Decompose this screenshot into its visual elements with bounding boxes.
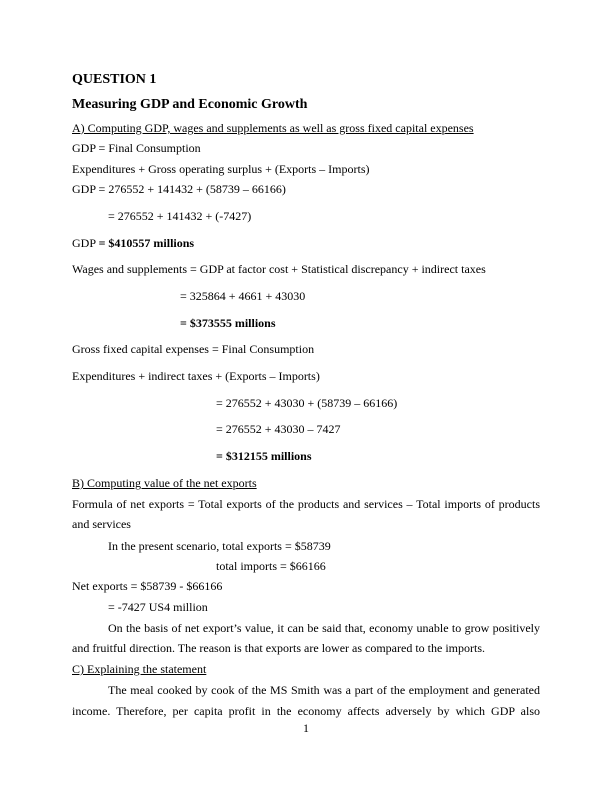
gdp-result [72, 236, 194, 250]
wages-formula: Wages and supplements = GDP at factor cost + Statistical discrepancy + indirect taxes [72, 262, 486, 276]
gdp-value: = $410557 millions [98, 236, 195, 250]
part-b-paragraph-line-2: and fruitful direction. The reason is that exports are lower as compared to the imports. [72, 641, 485, 655]
part-b-heading: B) Computing value of the net exports [72, 476, 257, 490]
net-exports-result: = -7427 US4 million [108, 600, 208, 614]
net-exports-calc: Net exports = $58739 - $66166 [72, 579, 223, 593]
part-c-heading: C) Explaining the statement [72, 662, 207, 676]
total-imports-line: total imports = $66166 [216, 559, 326, 573]
section-title: Measuring GDP and Economic Growth [72, 97, 308, 112]
page-number: 1 [303, 721, 309, 735]
wages-result: = $373555 millions [180, 316, 276, 330]
net-exports-formula-line-2: and services [72, 517, 131, 531]
gdp-formula-line-2: Expenditures + Gross operating surplus + (Exports – Imports) [72, 162, 370, 176]
part-a-heading: A) Computing GDP, wages and supplements as well as gross fixed capital expenses [72, 121, 474, 135]
gfce-calc-1: = 276552 + 43030 + (58739 – 66166) [216, 396, 398, 410]
total-exports-line: In the present scenario, total exports = $58739 [108, 539, 331, 553]
gdp-calc-line-2: = 276552 + 141432 + (-7427) [108, 209, 252, 223]
gdp-calc-line-1: GDP = 276552 + 141432 + (58739 – 66166) [72, 182, 286, 196]
gfce-calc-2: = 276552 + 43030 – 7427 [216, 422, 341, 436]
gdp-formula-line-1: GDP = Final Consumption [72, 141, 201, 155]
part-c-paragraph-line-2: income. Therefore, per capita profit in the economy affects adversely by which GDP also [72, 704, 540, 718]
part-c-paragraph-line-1: The meal cooked by cook of the MS Smith was a part of the employment and generated [108, 683, 540, 697]
gfce-result: = $312155 millions [216, 449, 312, 463]
wages-calc: = 325864 + 4661 + 43030 [180, 289, 306, 303]
net-exports-formula-line-1: Formula of net exports = Total exports of the products and services – Total imports of products [72, 497, 540, 511]
gfce-formula-line-1: Gross fixed capital expenses = Final Consumption [72, 342, 315, 356]
gfce-formula-line-2: Expenditures + indirect taxes + (Exports – Imports) [72, 369, 320, 383]
gdp-label: GDP [72, 236, 99, 250]
question-title: QUESTION 1 [72, 72, 157, 87]
part-b-paragraph-line-1: On the basis of net export’s value, it can be said that, economy unable to grow positively [108, 621, 540, 635]
